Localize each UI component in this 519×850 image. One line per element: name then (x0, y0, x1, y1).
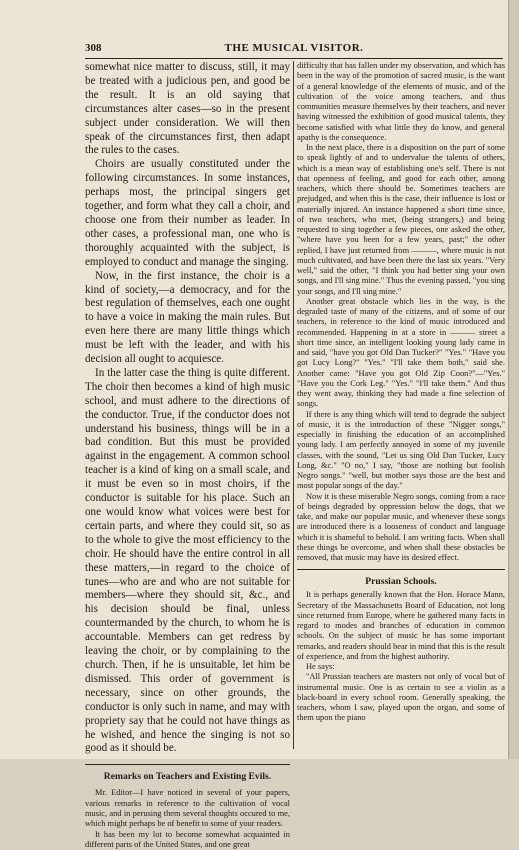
header-rule (85, 58, 503, 59)
paragraph: He says: (297, 662, 505, 672)
paragraph: Mr. Editor—I have noticed in several of your papers, various remarks in reference to the cultivation of vocal music, and in perusing them several thoughts occured to me, which might perhaps be of benefit to some of your readers. (85, 788, 290, 829)
page-header (85, 42, 503, 56)
page-number: 308 (85, 42, 102, 54)
paragraph: difficulty that has fallen under my observation, and which has been in the way of the promotion of sacred music, is the want of a general knowledge of the elements of music, and of the cultivation of the voice among teachers, and thus communities measure themselves by their teachers, and never having witnessed the exhibition of good musical talents, they become satisfied with what little they do know, and general apathy is the consequence. (297, 61, 505, 143)
paragraph: If there is any thing which will tend to degrade the subject of music, it is the introduction of these "Nigger songs," especially in finishing the education of an accomplished young lady. I am perfectly annoyed in some of my juvenile classes, with the sound, "Let us sing Old Dan Tucker, Lucy Long, &c." "O no," I say, "those are nothing but foolish Negro songs." "well, but mother says those are the best and most popular songs of the day." (297, 410, 505, 492)
paragraph: In the latter case the thing is quite different. The choir then becomes a kind of high music school, and must adhere to the directions of the conductor. True, if the conductor does not understand his business, things will be in a bad condition. But this must be provided against in the engagement. A common school teacher is a kind of king on a small scale, and it must be even so in most choirs, if the conductor is suitable for his place. Such an one would know what voices were best for certain parts, and where they could sit, so as to the whole to give the most efficiency to the choir. He should have the entire control in all these matters,—in regard to the choice of tunes—who are and who are not suitable for members—where they should sit, &c., and his decision should be final, unless countermanded by the church, to whom he is accountable. Members can get redress by leaving the choir, or by complaining to the church. Then, if he is unsuitable, let him be dismissed. This order of government is necessary, since on other grounds, the conductor is only such in name, and may with propriety say that he could not have things as he wished, and hence the singing is not so good as it should be. (85, 367, 290, 756)
paragraph: somewhat nice matter to discuss, still, it may be treated with a judicious pen, and good be the result. It is an old saying that circumstances alter cases—so in the present subject under consideration. We will then speak of the circumstances first, then adapt the rules to the cases. (85, 61, 290, 158)
column-divider (293, 61, 294, 749)
running-title: THE MUSICAL VISITOR. (85, 42, 503, 54)
paragraph: It is perhaps generally known that the Hon. Horace Mann, Secretary of the Massachusetts Board of Education, not long since returned from Europe, where he gathered many facts in regard to modes and branches of education in common schools. On the subject of music he has some important remarks, and readers should bear in mind that this is the result of experience, and from the highest authority. (297, 590, 505, 662)
paragraph: Now it is these miserable Negro songs, coming from a race of beings degraded by oppression below the dogs, that we take, and make our popular music, and whenever these songs are introduced there is a looseness of conduct and language which it is shameful to behold. I am writing facts. When shall these things be overcome, and when shall these obstacles be removed, that music may have its desired effect. (297, 492, 505, 564)
paragraph: Now, in the first instance, the choir is a kind of society,—a democracy, and for the best regulation of themselves, each one ought to have a voice in making the main rules. But even here there are many little things which must be left with the leader, and with his decision all ought to acquiesce. (85, 270, 290, 367)
right-column (297, 61, 505, 749)
paragraph: It has been my lot to become somewhat acquainted in different parts of the United States, and one great (85, 830, 290, 850)
paragraph: Another great obstacle which lies in the way, is the degraded taste of many of the citizens, and of some of our teachers, in reference to the kind of music introduced and recommended. Happening in at a store in ——— street a short time since, an intelligent looking young lady came in and said, "have you got Old Dan Tucker?" "Yes." "Have you got Lucy Long?" "Yes." "I'll take them both," said she. Another came: "Have you got Old Zip Coon?"—"Yes." "Have you the Cork Leg." "Yes." "I'll take them." And thus they went away, thinking they had made a fine selection of songs. (297, 297, 505, 410)
paragraph: "All Prussian teachers are masters not only of vocal but of instrumental music. One is as certain to see a violin as a black-board in every school room. Generally speaking, the teachers, whom I saw, played upon the organ, and some of them upon the piano (297, 672, 505, 723)
paragraph: In the next place, there is a disposition on the part of some to speak lightly of and to undervalue the talents of others, which is a mean way of establishing one's self. There is not that openness of feeling, and good for each other, among teachers, which there should be. Sometimes teachers are prejudged, and when this is the case, their influence is lost or materially injured. An instance happened a short time since, of two teachers, who met, (being strangers,) and being requested to sing together a few pieces, one asked the other, "where have you been for a few years, past;" the other replied, I have just returned from ———, where music is not much cultivated, and have been there the last six years. "Very well," said the other, "I think you had better sing your own songs, and I'll sing mine." Thus the evening passed, "you sing your songs, and I'll sing mine." (297, 143, 505, 297)
paragraph: Choirs are usually constituted under the following circumstances. In some instances, perhaps most, the principal singers get together, and form what they call a choir, and choose one from their number as leader. In other cases, a professional man, one who is thoroughly acquainted with the subject, is employed to conduct and manage the singing. (85, 158, 290, 269)
letter-body (85, 788, 290, 850)
left-column (85, 61, 290, 749)
section-heading: Remarks on Teachers and Existing Evils. (85, 764, 290, 782)
section-heading: Prussian Schools. (297, 569, 505, 587)
facing-page-edge (508, 0, 519, 759)
